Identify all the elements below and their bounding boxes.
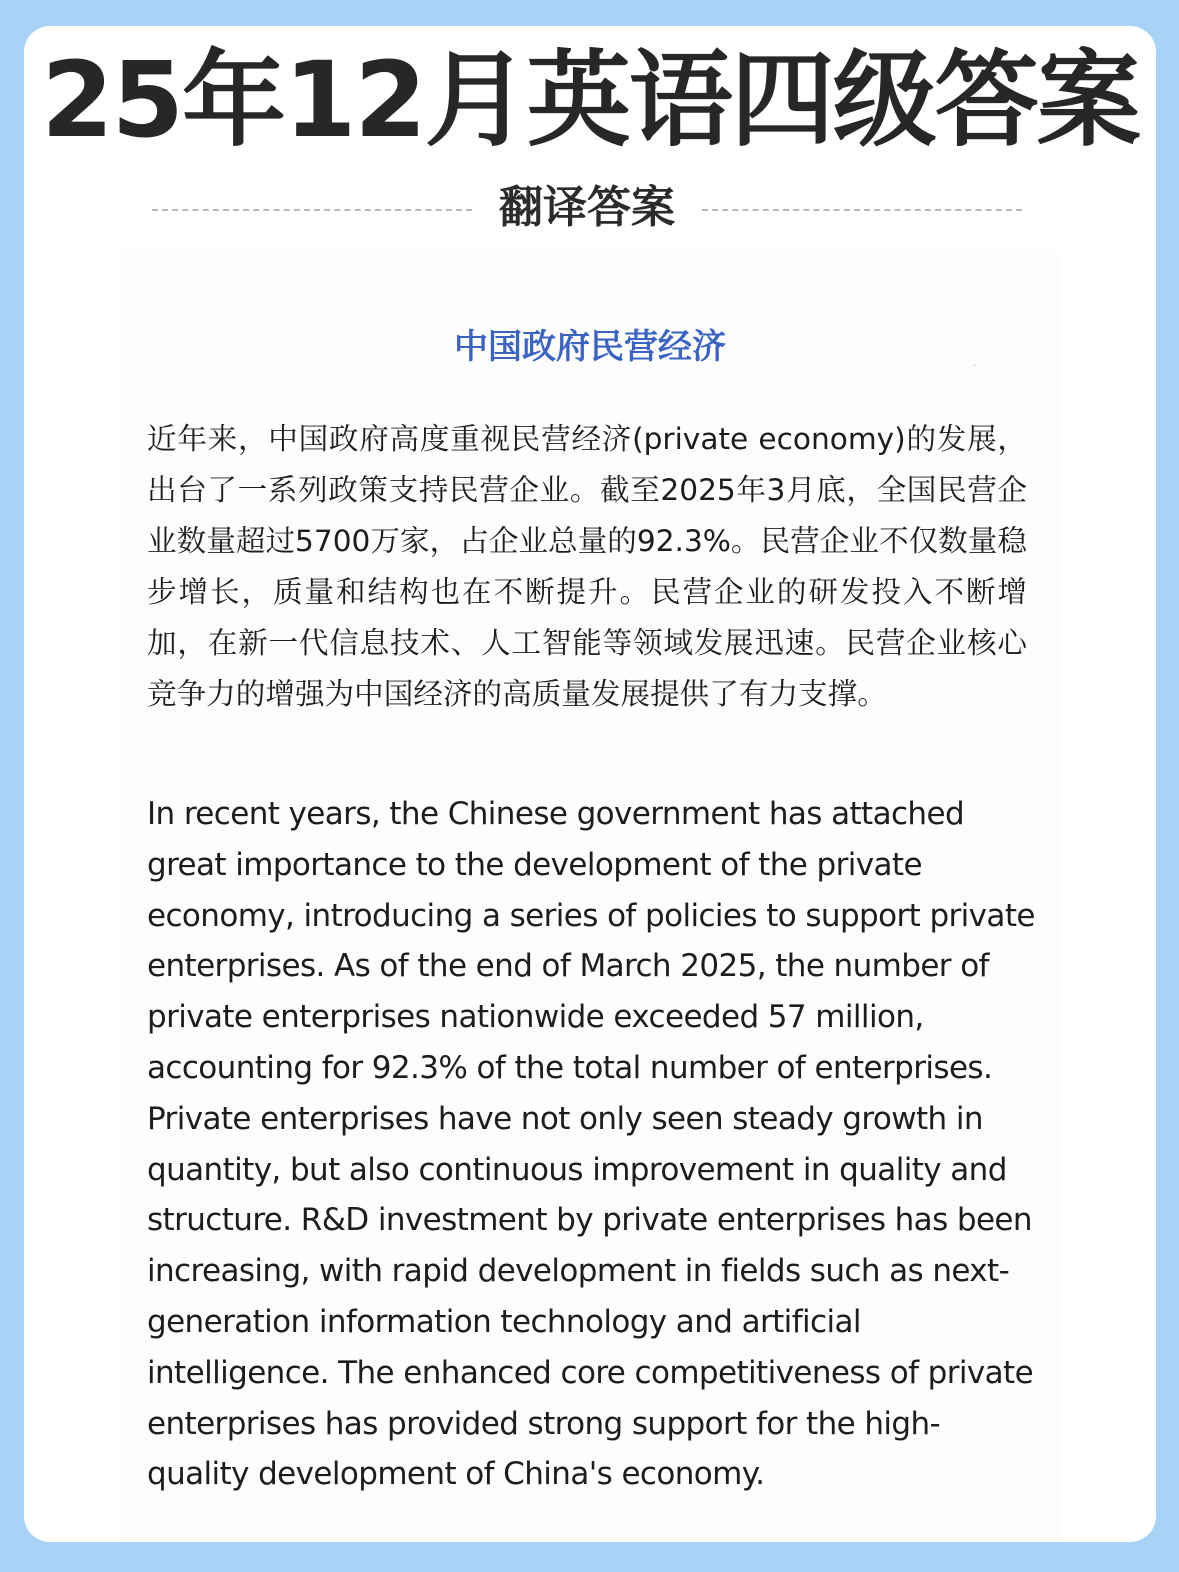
section-title: 翻译答案 bbox=[499, 182, 675, 233]
faint-scan-mark: · bbox=[972, 356, 978, 375]
content-card bbox=[24, 26, 1156, 1542]
dashed-divider-right bbox=[702, 209, 1022, 211]
english-translation: In recent years, the Chinese government has attached great importance to the development of the private economy, introducing a series of policies to support private enterprises. As of the end of March 2025, the number of private enterprises nationwide exceeded 57 million, accounting for 92.3% of the total number of enterprises. Private enterprises have not only seen steady growth in quantity, but also continuous improvement in quality and structure. R&D investment by private enterprises has been increasing, with rapid development in fields such as next-generation information technology and artificial intelligence. The enhanced core competitiveness of private enterprises has provided strong support for the high-quality development of China's economy. bbox=[147, 796, 1035, 1493]
chinese-passage: 近年来，中国政府高度重视民营经济(private economy)的发展，出台了一系列政策支持民营企业。截至2025年3月底，全国民营企业数量超过5700万家，占企业总量的92.3%。民营企业不仅数量稳步增长，质量和结构也在不断提升。民营企业的研发投入不断增加，在新一代信息技术、人工智能等领域发展迅速。民营企业核心竞争力的增强为中国经济的高质量发展提供了有力支撑。 bbox=[147, 422, 1027, 711]
passage-heading: 中国政府民营经济 bbox=[454, 327, 726, 367]
page-title: 25年12月英语四级答案 bbox=[41, 39, 1139, 161]
translation-sheet bbox=[120, 252, 1060, 1542]
section-header bbox=[152, 176, 1022, 240]
